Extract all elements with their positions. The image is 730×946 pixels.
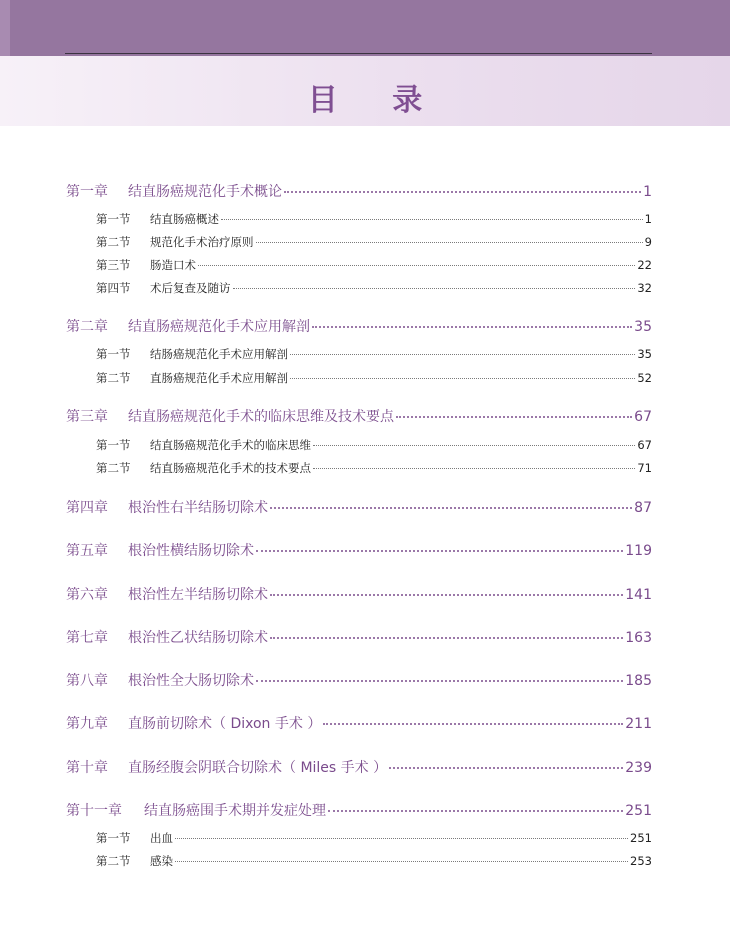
toc-title: 规范化手术治疗原则: [150, 235, 254, 249]
toc-title: 根治性右半结肠切除术: [128, 500, 268, 516]
toc-section-11-2[interactable]: [96, 853, 652, 869]
dot-leader: [233, 287, 636, 289]
dot-leader: [270, 506, 632, 509]
toc-chapter-4[interactable]: [66, 497, 652, 517]
toc-chapter-7[interactable]: [66, 627, 652, 647]
toc-page: 163: [625, 630, 652, 646]
toc-section-3-1[interactable]: [96, 437, 652, 453]
toc-chapter-3[interactable]: [66, 406, 652, 426]
toc-number: 第十一章: [66, 803, 122, 819]
toc-number: 第二节: [96, 461, 131, 475]
toc-number: 第八章: [66, 673, 108, 689]
toc-chapter-5[interactable]: [66, 540, 652, 560]
toc-section-1-1[interactable]: [96, 211, 652, 227]
toc-chapter-11[interactable]: [66, 800, 652, 820]
toc-section-2-2[interactable]: [96, 370, 652, 386]
toc-title: 结直肠癌规范化手术的临床思维及技术要点: [128, 409, 394, 425]
toc-page: 1: [643, 184, 652, 200]
toc-page: 141: [625, 587, 652, 603]
toc-page: 52: [637, 371, 652, 385]
toc-number: 第六章: [66, 587, 108, 603]
toc-page: 32: [637, 281, 652, 295]
toc-title: 直肠癌规范化手术应用解剖: [150, 371, 288, 385]
toc-number: 第二节: [96, 371, 131, 385]
toc-title: 根治性横结肠切除术: [128, 543, 254, 559]
toc-page: 71: [637, 461, 652, 475]
toc-page: 185: [625, 673, 652, 689]
dot-leader: [313, 467, 635, 469]
toc-section-1-4[interactable]: [96, 280, 652, 296]
toc-page: 9: [644, 235, 652, 249]
toc-title: 结直肠癌围手术期并发症处理: [144, 803, 326, 819]
toc-title: 结肠癌规范化手术应用解剖: [150, 347, 288, 361]
toc-number: 第一节: [96, 831, 131, 845]
toc-title: 感染: [150, 854, 173, 868]
dot-leader: [396, 415, 632, 418]
toc-page: 67: [634, 409, 652, 425]
dot-leader: [270, 636, 623, 639]
toc-title: 结直肠癌规范化手术的临床思维: [150, 438, 311, 452]
toc-section-1-3[interactable]: [96, 257, 652, 273]
toc-page: 239: [625, 760, 652, 776]
toc-page: 211: [625, 716, 652, 732]
dot-leader: [256, 549, 623, 552]
toc-chapter-1[interactable]: [66, 181, 652, 201]
toc-page: 253: [630, 854, 652, 868]
header-rule: [65, 53, 652, 54]
toc-title: 出血: [150, 831, 173, 845]
toc-title: 根治性左半结肠切除术: [128, 587, 268, 603]
toc-number: 第四章: [66, 500, 108, 516]
toc-title: 根治性乙状结肠切除术: [128, 630, 268, 646]
toc-section-2-1[interactable]: [96, 346, 652, 362]
toc-page: 22: [637, 258, 652, 272]
dot-leader: [290, 377, 635, 379]
dot-leader: [256, 679, 623, 682]
dot-leader: [312, 325, 632, 328]
toc-title: 结直肠癌规范化手术应用解剖: [128, 319, 310, 335]
dot-leader: [313, 444, 635, 446]
toc-page: 251: [630, 831, 652, 845]
toc-chapter-2[interactable]: [66, 316, 652, 336]
header-band: [0, 0, 730, 56]
toc-number: 第十章: [66, 760, 108, 776]
dot-leader: [323, 722, 623, 725]
page-title: 目 录: [307, 83, 445, 118]
toc-number: 第一章: [66, 184, 108, 200]
dot-leader: [290, 353, 635, 355]
toc-chapter-8[interactable]: [66, 670, 652, 690]
header-left-strip: [0, 0, 10, 56]
toc-title: 肠造口术: [150, 258, 196, 272]
toc-number: 第四节: [96, 281, 131, 295]
toc-page: 1: [644, 212, 652, 226]
toc-chapter-6[interactable]: [66, 584, 652, 604]
toc-number: 第二章: [66, 319, 108, 335]
dot-leader: [328, 809, 623, 812]
toc-page: 35: [637, 347, 652, 361]
toc-number: 第一节: [96, 212, 131, 226]
toc-number: 第二节: [96, 235, 131, 249]
dot-leader: [175, 860, 628, 862]
dot-leader: [256, 241, 643, 243]
toc-section-11-1[interactable]: [96, 830, 652, 846]
toc-number: 第九章: [66, 716, 108, 732]
dot-leader: [389, 766, 623, 769]
toc-title: 结直肠癌规范化手术概论: [128, 184, 282, 200]
dot-leader: [175, 837, 628, 839]
toc-number: 第二节: [96, 854, 131, 868]
toc-page: 67: [637, 438, 652, 452]
toc-title: 根治性全大肠切除术: [128, 673, 254, 689]
dot-leader: [284, 190, 641, 193]
toc-title: 结直肠癌规范化手术的技术要点: [150, 461, 311, 475]
toc-section-1-2[interactable]: [96, 234, 652, 250]
toc-chapter-9[interactable]: [66, 713, 652, 733]
toc-section-3-2[interactable]: [96, 460, 652, 476]
toc-page: 119: [625, 543, 652, 559]
toc-number: 第一节: [96, 347, 131, 361]
toc-chapter-10[interactable]: [66, 757, 652, 777]
dot-leader: [198, 264, 635, 266]
toc-number: 第五章: [66, 543, 108, 559]
dot-leader: [270, 593, 623, 596]
toc-number: 第一节: [96, 438, 131, 452]
toc-page: 87: [634, 500, 652, 516]
toc-page: 251: [625, 803, 652, 819]
toc-title: 结直肠癌概述: [150, 212, 219, 226]
toc-title: 直肠经腹会阴联合切除术（ Miles 手术 ）: [128, 760, 388, 776]
toc-number: 第三节: [96, 258, 131, 272]
toc-number: 第三章: [66, 409, 108, 425]
toc-title: 术后复查及随访: [150, 281, 231, 295]
toc-number: 第七章: [66, 630, 108, 646]
toc-title: 直肠前切除术（ Dixon 手术 ）: [128, 716, 322, 732]
toc-page: 35: [634, 319, 652, 335]
dot-leader: [221, 218, 643, 220]
